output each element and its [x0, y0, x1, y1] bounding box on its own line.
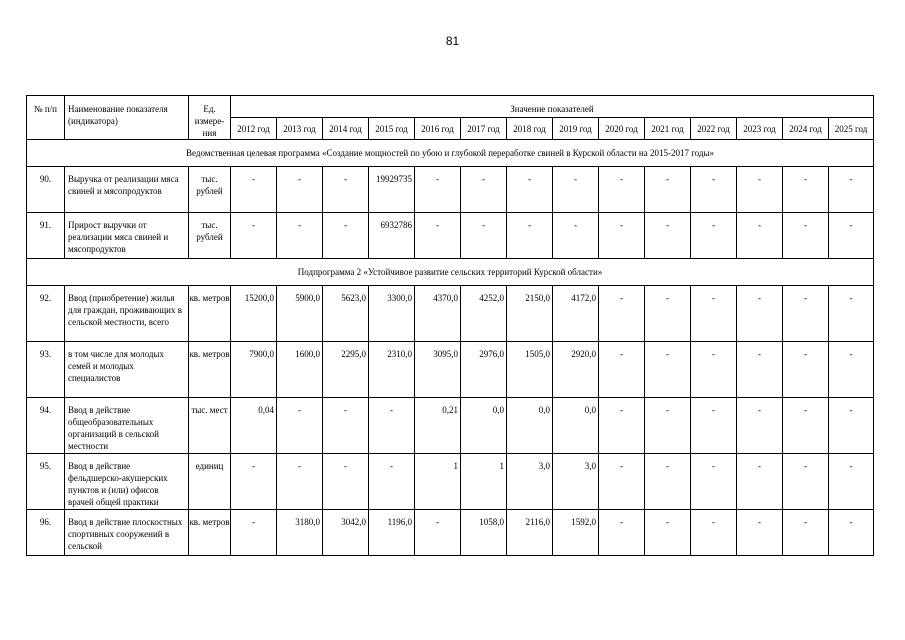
indicator-name: Ввод в действие фельдшерско-акушерских пунктов и (или) офисов врачей общей практики: [65, 454, 189, 510]
unit-cell: кв. метров: [189, 342, 231, 398]
unit-cell: тыс. рублей: [189, 213, 231, 259]
value-cell: 5623,0: [323, 286, 369, 342]
value-cell: -: [783, 286, 829, 342]
year-header: 2020 год: [599, 118, 645, 140]
table-row: [27, 213, 874, 259]
row-number: 93.: [27, 342, 65, 398]
value-cell: 0,21: [415, 398, 461, 454]
value-cell: -: [599, 167, 645, 213]
header-name: Наименование показателя (индикатора): [65, 96, 189, 140]
indicator-name: Прирост выручки от реализации мяса свиней и мясопродуктов: [65, 213, 189, 259]
table-row: [27, 510, 874, 556]
value-cell: -: [369, 454, 415, 510]
value-cell: 5900,0: [277, 286, 323, 342]
value-cell: -: [415, 510, 461, 556]
value-cell: -: [599, 213, 645, 259]
unit-cell: кв. метров: [189, 510, 231, 556]
value-cell: -: [691, 213, 737, 259]
value-cell: 2976,0: [461, 342, 507, 398]
value-cell: -: [737, 286, 783, 342]
value-cell: -: [645, 286, 691, 342]
value-cell: 1505,0: [507, 342, 553, 398]
unit-cell: тыс. мест: [189, 398, 231, 454]
value-cell: -: [599, 342, 645, 398]
value-cell: -: [645, 510, 691, 556]
value-cell: -: [323, 213, 369, 259]
value-cell: -: [829, 454, 874, 510]
value-cell: -: [277, 213, 323, 259]
indicator-name: Ввод (приобретение) жилья для граждан, проживающих в сельской местности, всего: [65, 286, 189, 342]
value-cell: 3,0: [507, 454, 553, 510]
table-row: [27, 167, 874, 213]
value-cell: -: [691, 286, 737, 342]
value-cell: 2150,0: [507, 286, 553, 342]
unit-cell: тыс. рублей: [189, 167, 231, 213]
value-cell: 3095,0: [415, 342, 461, 398]
table-row: [27, 454, 874, 510]
value-cell: 3042,0: [323, 510, 369, 556]
header-value-group: Значение показателей: [231, 96, 874, 118]
table-row: [27, 342, 874, 398]
value-cell: -: [645, 454, 691, 510]
value-cell: 3300,0: [369, 286, 415, 342]
indicator-name: в том числе для молодых семей и молодых специалистов: [65, 342, 189, 398]
value-cell: 2920,0: [553, 342, 599, 398]
indicator-name: Выручка от реализации мяса свиней и мясопродуктов: [65, 167, 189, 213]
value-cell: -: [645, 398, 691, 454]
value-cell: 1058,0: [461, 510, 507, 556]
value-cell: -: [507, 213, 553, 259]
value-cell: 4370,0: [415, 286, 461, 342]
value-cell: -: [599, 454, 645, 510]
value-cell: 4252,0: [461, 286, 507, 342]
value-cell: 2295,0: [323, 342, 369, 398]
value-cell: -: [691, 342, 737, 398]
section-row: [27, 140, 874, 167]
value-cell: 4172,0: [553, 286, 599, 342]
year-header: 2017 год: [461, 118, 507, 140]
value-cell: -: [323, 454, 369, 510]
year-header: 2014 год: [323, 118, 369, 140]
value-cell: -: [369, 398, 415, 454]
row-number: 90.: [27, 167, 65, 213]
row-number: 95.: [27, 454, 65, 510]
value-cell: 15200,0: [231, 286, 277, 342]
year-header: 2019 год: [553, 118, 599, 140]
unit-cell: единиц: [189, 454, 231, 510]
value-cell: -: [783, 510, 829, 556]
value-cell: 1: [461, 454, 507, 510]
value-cell: 1196,0: [369, 510, 415, 556]
header-no: № п/п: [27, 96, 65, 140]
indicator-name: Ввод в действие общеобразовательных организаций в сельской местности: [65, 398, 189, 454]
value-cell: -: [415, 167, 461, 213]
year-header: 2016 год: [415, 118, 461, 140]
year-header: 2021 год: [645, 118, 691, 140]
value-cell: 1: [415, 454, 461, 510]
value-cell: 0,04: [231, 398, 277, 454]
value-cell: -: [553, 167, 599, 213]
value-cell: -: [737, 167, 783, 213]
value-cell: -: [691, 398, 737, 454]
section-row: [27, 259, 874, 286]
value-cell: -: [737, 342, 783, 398]
value-cell: -: [415, 213, 461, 259]
value-cell: -: [645, 213, 691, 259]
value-cell: -: [231, 213, 277, 259]
value-cell: -: [599, 286, 645, 342]
table-body: [27, 140, 874, 556]
page-number: 81: [445, 34, 460, 48]
value-cell: -: [277, 454, 323, 510]
value-cell: -: [691, 167, 737, 213]
value-cell: 0,0: [461, 398, 507, 454]
header-unit: Ед. измере-ния: [189, 96, 231, 140]
value-cell: -: [783, 213, 829, 259]
value-cell: -: [277, 398, 323, 454]
table-row: [27, 286, 874, 342]
value-cell: 6932786: [369, 213, 415, 259]
value-cell: -: [829, 286, 874, 342]
value-cell: 3180,0: [277, 510, 323, 556]
value-cell: -: [829, 167, 874, 213]
value-cell: -: [507, 167, 553, 213]
value-cell: 2116,0: [507, 510, 553, 556]
value-cell: -: [231, 510, 277, 556]
value-cell: -: [829, 213, 874, 259]
value-cell: -: [737, 213, 783, 259]
value-cell: -: [783, 167, 829, 213]
value-cell: -: [231, 167, 277, 213]
value-cell: -: [737, 510, 783, 556]
value-cell: -: [553, 213, 599, 259]
table-row: [27, 398, 874, 454]
value-cell: -: [461, 213, 507, 259]
year-header: 2025 год: [829, 118, 874, 140]
value-cell: -: [783, 454, 829, 510]
section-title: Подпрограмма 2 «Устойчивое развитие сельских территорий Курской области»: [27, 259, 874, 286]
indicators-table: [26, 95, 874, 556]
year-header: 2012 год: [231, 118, 277, 140]
value-cell: 3,0: [553, 454, 599, 510]
value-cell: -: [737, 398, 783, 454]
value-cell: -: [599, 398, 645, 454]
value-cell: -: [829, 398, 874, 454]
value-cell: 7900,0: [231, 342, 277, 398]
value-cell: -: [783, 398, 829, 454]
year-header: 2023 год: [737, 118, 783, 140]
value-cell: -: [645, 342, 691, 398]
value-cell: -: [691, 510, 737, 556]
value-cell: 0,0: [507, 398, 553, 454]
value-cell: -: [323, 398, 369, 454]
value-cell: -: [461, 167, 507, 213]
value-cell: -: [599, 510, 645, 556]
indicator-name: Ввод в действие плоскостных спортивных сооружений в сельской: [65, 510, 189, 556]
value-cell: 1592,0: [553, 510, 599, 556]
value-cell: 1600,0: [277, 342, 323, 398]
value-cell: 19929735: [369, 167, 415, 213]
value-cell: -: [829, 342, 874, 398]
value-cell: -: [737, 454, 783, 510]
year-header: 2013 год: [277, 118, 323, 140]
row-number: 92.: [27, 286, 65, 342]
year-header: 2018 год: [507, 118, 553, 140]
year-header: 2022 год: [691, 118, 737, 140]
row-number: 96.: [27, 510, 65, 556]
value-cell: -: [231, 454, 277, 510]
unit-cell: кв. метров: [189, 286, 231, 342]
row-number: 91.: [27, 213, 65, 259]
value-cell: -: [277, 167, 323, 213]
value-cell: 0,0: [553, 398, 599, 454]
year-header: 2024 год: [783, 118, 829, 140]
section-title: Ведомственная целевая программа «Создание мощностей по убою и глубокой переработке свиней в Курской области на 2015-2017 годы»: [27, 140, 874, 167]
value-cell: -: [783, 342, 829, 398]
year-header: 2015 год: [369, 118, 415, 140]
value-cell: -: [829, 510, 874, 556]
row-number: 94.: [27, 398, 65, 454]
value-cell: -: [645, 167, 691, 213]
value-cell: -: [323, 167, 369, 213]
value-cell: 2310,0: [369, 342, 415, 398]
value-cell: -: [691, 454, 737, 510]
